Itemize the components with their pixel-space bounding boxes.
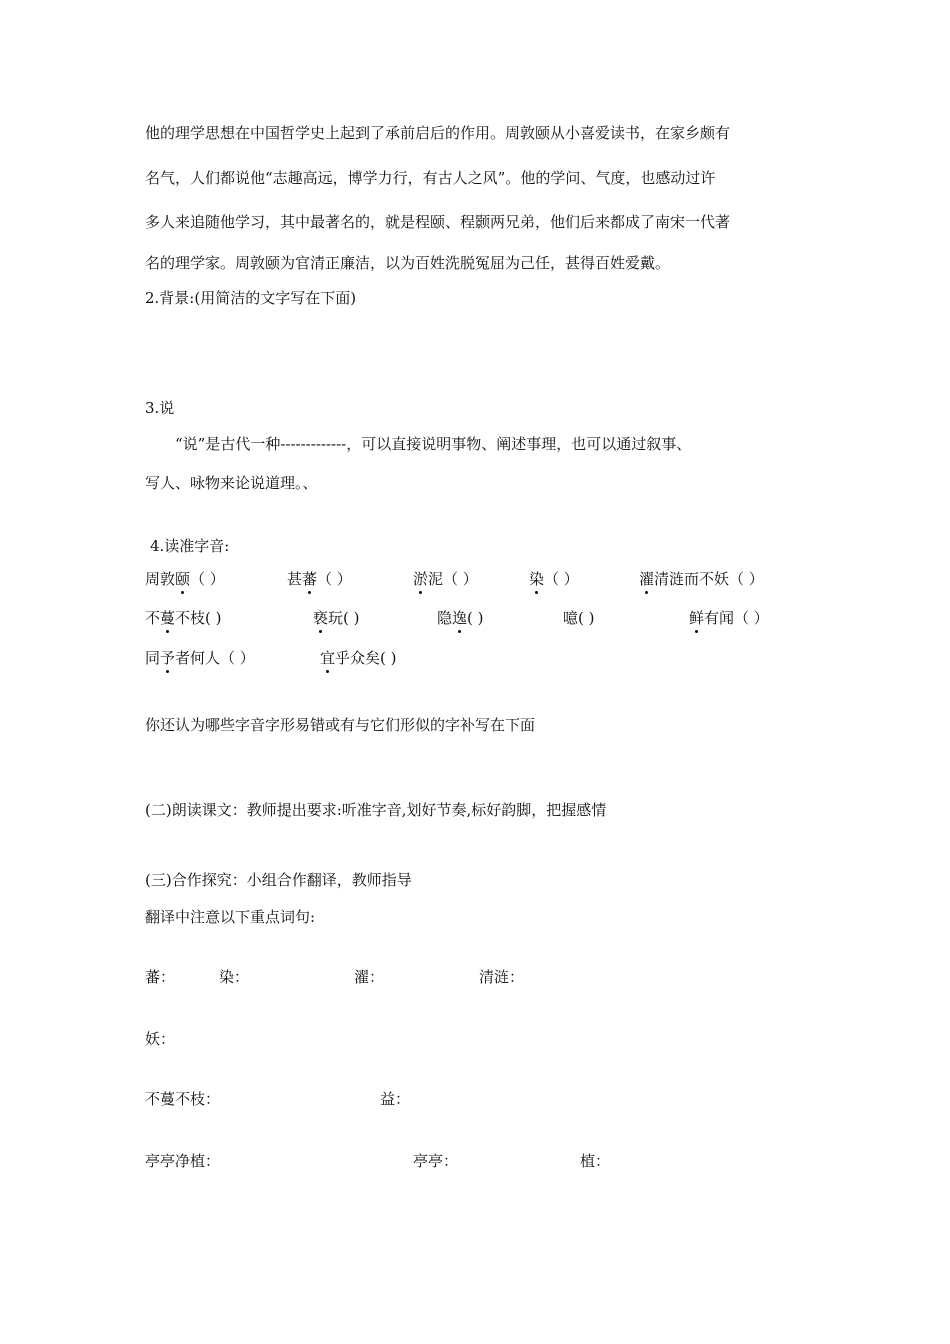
pron-item: 噫( ) [563,609,595,627]
background-heading: 2.背景:(用简洁的文字写在下面) [145,289,357,307]
pron-item: 亵玩( ) [313,609,360,627]
emphasis-char: 淤 [413,570,429,588]
vocab-item: 不蔓不枝： [145,1090,221,1108]
pron-item: 同予者何人（ ） [145,649,255,667]
vocab-item: 妖： [145,1030,176,1048]
vocab-item: 蕃： [145,968,176,986]
pron-item: 隐逸( ) [437,609,484,627]
vocab-item: 染： [219,968,250,986]
pron-item: 周敦颐（ ） [145,570,225,588]
vocab-item: 植： [580,1152,611,1170]
shuo-heading: 3.说 [145,399,175,417]
translation-prompt: 翻译中注意以下重点词句: [145,908,316,926]
emphasis-char: 予 [160,649,176,667]
shuo-text-line-1: “说”是古代一种-------------，可以直接说明事物、阐述事理，也可以通过叙事、 [175,435,692,453]
paragraph-line-3: 多人来追随他学习，其中最著名的，就是程颐、程颢两兄弟，他们后来都成了南宋一代著 [145,213,731,231]
emphasis-char: 蕃 [302,570,318,588]
paragraph-line-2: 名气，人们都说他“志趣高远，博学力行，有古人之风”。他的学问、气度，也感动过许 [145,169,716,187]
emphasis-char: 濯 [639,570,655,588]
similar-chars-prompt: 你还认为哪些字音字形易错或有与它们形似的字补写在下面 [145,716,536,734]
pron-item: 不蔓不枝( ) [145,609,222,627]
paragraph-line-1: 他的理学思想在中国哲学史上起到了承前启后的作用。周敦颐从小喜爱读书，在家乡颇有 [145,124,731,142]
pron-item: 染（ ） [529,570,579,588]
pron-item: 濯清涟而不妖（ ） [639,570,764,588]
explore-section: (三)合作探究：小组合作翻译，教师指导 [145,871,412,889]
emphasis-char: 鲜 [689,609,705,627]
reading-section: (二)朗读课文：教师提出要求:听准字音,划好节奏,标好韵脚，把握感情 [145,801,607,819]
paragraph-line-4: 名的理学家。周敦颐为官清正廉洁，以为百姓洗脱冤屈为己任，甚得百姓爱戴。 [145,254,671,272]
emphasis-char: 染 [529,570,545,588]
vocab-item: 益： [380,1090,411,1108]
pron-item: 甚蕃（ ） [287,570,352,588]
pronunciation-heading: 4.读准字音: [150,537,230,555]
emphasis-char: 蔓 [160,609,176,627]
vocab-item: 清涟： [479,968,525,986]
vocab-item: 亭亭： [413,1152,459,1170]
emphasis-char: 逸 [452,609,468,627]
pron-item: 宜乎众矣( ) [320,649,397,667]
emphasis-char: 颐 [175,570,191,588]
pron-item: 淤泥（ ） [413,570,478,588]
pron-item: 鲜有闻（ ） [689,609,769,627]
shuo-text-line-2: 写人、咏物来论说道理。、 [145,474,318,492]
emphasis-char: 亵 [313,609,329,627]
vocab-item: 亭亭净植： [145,1152,221,1170]
vocab-item: 濯： [354,968,385,986]
emphasis-char: 宜 [320,649,336,667]
